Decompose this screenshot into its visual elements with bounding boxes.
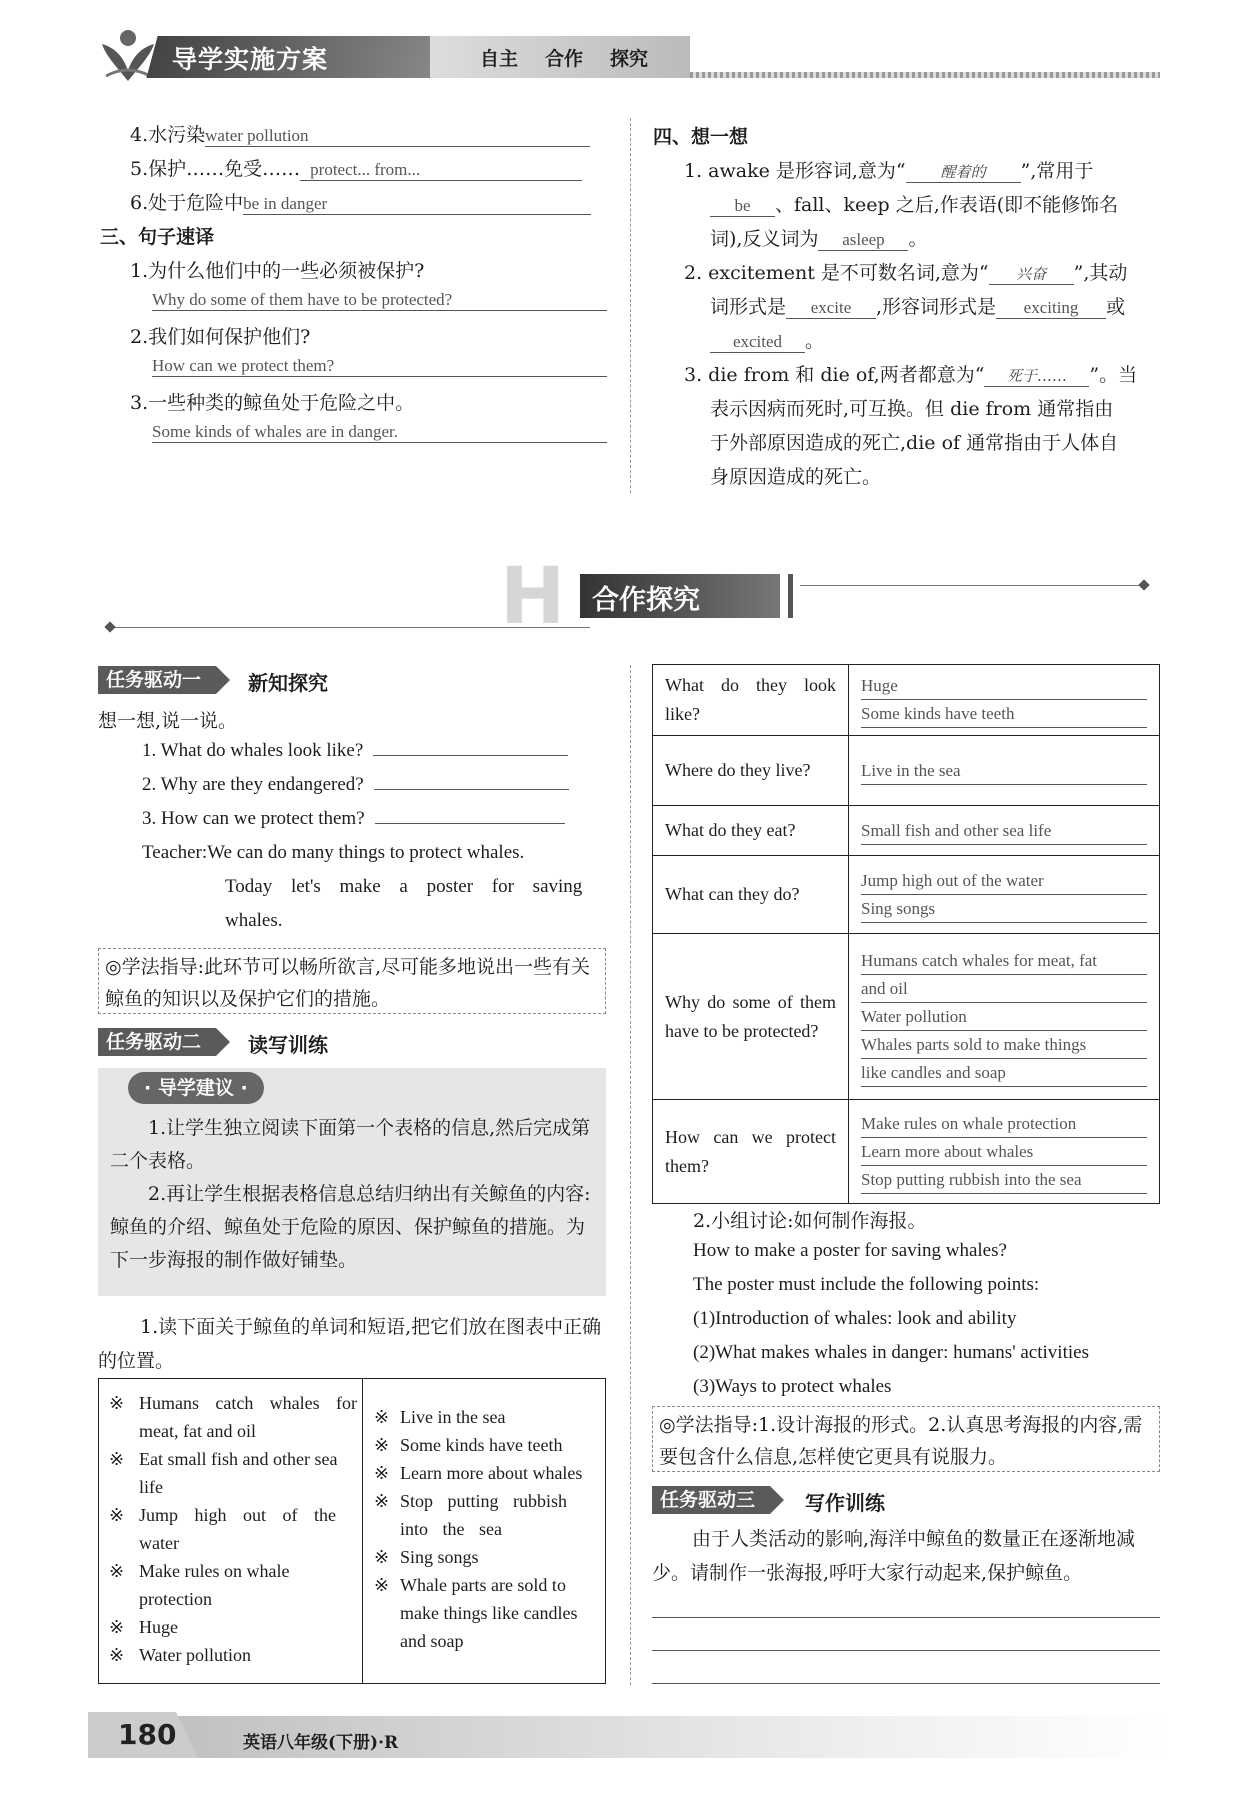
table-answer-cell: [849, 665, 1160, 736]
advice-1: 1.让学生独立阅读下面第一个表格的信息,然后完成第二个表格。: [110, 1117, 591, 1172]
table-answer-cell: [849, 806, 1160, 856]
banner-title: 合作探究: [592, 585, 700, 616]
think-line: 身原因造成的死亡。: [710, 466, 882, 488]
table-answer: Live in the sea: [861, 757, 1147, 785]
task2-tag: 任务驱动二: [98, 1028, 216, 1056]
text: 1. awake 是形容词,意为“: [684, 160, 906, 182]
table-question: Where do they live?: [653, 736, 849, 806]
table-answer-cell: [849, 856, 1160, 934]
bullet: ※: [109, 1393, 125, 1413]
page-footer: [88, 1712, 1168, 1762]
task2-instruction: 1.读下面关于鲸鱼的单词和短语,把它们放在图表中正确的位置。: [98, 1316, 602, 1372]
discussion-line-1: How to make a poster for saving whales?: [693, 1240, 1007, 1261]
word-item: [109, 1501, 357, 1557]
section3-title: 三、句子速译: [100, 226, 215, 248]
phrase-answer: water pollution: [205, 126, 590, 147]
sentence-3-cn: 3.一些种类的鲸鱼处于危险之中。: [130, 392, 415, 414]
text: 。: [805, 330, 825, 352]
sentence-2-en: How can we protect them?: [152, 356, 607, 377]
blank: [374, 789, 569, 790]
phrase-answer: protect... from...: [300, 160, 582, 181]
word-text: Sing songs: [400, 1547, 479, 1567]
text: 词形式是: [710, 296, 787, 318]
text: 或: [1106, 296, 1126, 318]
text: 词),反义词为: [710, 228, 819, 250]
phrase-cn: 水污染: [148, 124, 206, 146]
table-answer: Some kinds have teeth: [861, 700, 1147, 728]
table-row: [653, 856, 1160, 934]
banner-dot-left-icon: [104, 621, 115, 632]
bullet: ※: [374, 1575, 390, 1595]
header-mode-1: 自主: [480, 48, 519, 70]
header-rule: [690, 72, 1160, 78]
word-item: [374, 1543, 598, 1571]
word-text: Live in the sea: [400, 1407, 506, 1427]
think-line: 于外部原因造成的死亡,die of 通常指由于人体自: [710, 432, 1119, 454]
teacher-line-3: whales.: [225, 910, 283, 931]
phrase-row-5: [130, 154, 582, 181]
header-mode-3: 探究: [610, 48, 649, 70]
phrase-row-4: [130, 120, 590, 147]
task1-guide: ◎学法指导:此环节可以畅所欲言,尽可能多地说出一些有关鲸鱼的知识以及保护它们的措施。: [105, 956, 591, 1010]
discussion-line-4: (2)What makes whales in danger: humans' activities: [693, 1342, 1089, 1363]
text: ”,常用于: [1020, 160, 1094, 182]
answer: asleep: [818, 230, 908, 251]
phrase-row-6: [130, 188, 591, 215]
word-text: Make rules on whale protection: [139, 1561, 290, 1609]
discussion-line-3: (1)Introduction of whales: look and ability: [693, 1308, 1017, 1329]
table-answer: Stop putting rubbish into the sea: [861, 1166, 1147, 1194]
answer: exciting: [996, 298, 1106, 319]
word-item: [374, 1459, 598, 1487]
bullet: ※: [374, 1407, 390, 1427]
answer: excite: [786, 298, 876, 319]
section4-title: 四、想一想: [653, 126, 749, 148]
answer: 兴奋: [989, 263, 1074, 285]
word-text: Huge: [139, 1617, 178, 1637]
word-item: [374, 1403, 598, 1431]
header-title: 导学实施方案: [172, 45, 329, 74]
table-question: What do they look like?: [653, 665, 849, 736]
discussion-line-2: The poster must include the following points:: [693, 1274, 1040, 1295]
phrase-num: 6.: [130, 192, 149, 214]
text: ,形容词形式是: [876, 296, 997, 318]
phrase-cn: 处于危险中: [148, 192, 244, 214]
table-answer: like candles and soap: [861, 1059, 1147, 1087]
task3-tag: 任务驱动三: [652, 1486, 770, 1514]
word-text: Some kinds have teeth: [400, 1435, 563, 1455]
bullet: ※: [109, 1505, 125, 1525]
think-line: [710, 292, 1125, 319]
advice-2: 2.再让学生根据表格信息总结归纳出有关鲸鱼的内容:鲸鱼的介绍、鲸鱼处于危险的原因、保护鲸鱼的措施。为下一步海报的制作做好铺垫。: [110, 1183, 591, 1271]
task1-question-1: [142, 740, 568, 762]
writing-line-2: [652, 1650, 1160, 1651]
page-header: [90, 22, 1170, 92]
think-line: [710, 190, 1118, 217]
table-answer: Water pollution: [861, 1003, 1147, 1031]
answer: be: [710, 196, 775, 217]
task2-title: 读写训练: [248, 1033, 328, 1057]
bullet: ※: [374, 1463, 390, 1483]
banner-rule-right: [800, 585, 1140, 586]
sentence-1-en: Why do some of them have to be protected?: [152, 290, 607, 311]
banner-letter: H: [500, 552, 566, 642]
phrase-answer: be in danger: [243, 194, 591, 215]
think-line: [684, 360, 1137, 387]
table-answer: Make rules on whale protection: [861, 1110, 1147, 1138]
think-line: [710, 326, 824, 353]
header-mode-2: 合作: [545, 48, 584, 70]
table-answer-cell: [849, 736, 1160, 806]
discussion-title: 2.小组讨论:如何制作海报。: [693, 1210, 927, 1232]
answer: excited: [710, 332, 805, 353]
word-text: Stop putting rubbish into the sea: [400, 1491, 568, 1539]
bullet: ※: [374, 1547, 390, 1567]
task1-question-3: [142, 808, 565, 830]
bullet: ※: [109, 1617, 125, 1637]
word-text: Humans catch whales for meat, fat and oil: [139, 1393, 357, 1441]
phrase-num: 5.: [130, 158, 149, 180]
banner-dot-right-icon: [1138, 579, 1149, 590]
word-text: Water pollution: [139, 1645, 252, 1665]
table-row: [653, 934, 1160, 1100]
question-text: 2. Why are they endangered?: [142, 774, 364, 795]
text: 、fall、keep 之后,作表语(即不能修饰名: [775, 194, 1119, 216]
answer: 醒着的: [906, 161, 1021, 183]
sentence-2-cn: 2.我们如何保护他们?: [130, 326, 311, 348]
table-answer: Jump high out of the water: [861, 867, 1147, 895]
text: ”,其动: [1073, 262, 1128, 284]
phrase-cn: 保护……免受……: [148, 158, 301, 180]
text: 3. die from 和 die of,两者都意为“: [684, 364, 985, 386]
question-text: 3. How can we protect them?: [142, 808, 365, 829]
word-item: [374, 1487, 598, 1543]
word-text: Learn more about whales: [400, 1463, 583, 1483]
task1-title: 新知探究: [248, 671, 328, 695]
word-item: [109, 1613, 357, 1641]
table-row: [653, 806, 1160, 856]
word-item: [109, 1557, 357, 1613]
bullet: ※: [109, 1449, 125, 1469]
word-item: [109, 1641, 357, 1669]
table-answer: Humans catch whales for meat, fat: [861, 947, 1147, 975]
teacher-line-1: Teacher:We can do many things to protect whales.: [142, 842, 525, 863]
table-answer: Sing songs: [861, 895, 1147, 923]
answer: 死于……: [984, 365, 1089, 387]
table-answer-cell: [849, 1100, 1160, 1204]
task1-guide-box: [98, 948, 606, 1014]
writing-line-1: [652, 1617, 1160, 1618]
word-text: Eat small fish and other sea life: [139, 1449, 338, 1497]
think-line: [684, 156, 1093, 183]
writing-line-3: [652, 1683, 1160, 1684]
blank: [373, 755, 568, 756]
section-banner: [110, 552, 1150, 642]
banner-title-bar: [788, 574, 793, 618]
word-box: [98, 1378, 606, 1684]
word-col-left: [109, 1389, 357, 1669]
bullet: ※: [374, 1435, 390, 1455]
word-item: [109, 1445, 357, 1501]
table-question: How can we protect them?: [653, 1100, 849, 1204]
footer-book: 英语八年级(下册)·R: [243, 1733, 399, 1753]
bullet: ※: [374, 1491, 390, 1511]
table-question: What do they eat?: [653, 806, 849, 856]
text: 2. excitement 是不可数名词,意为“: [684, 262, 989, 284]
table-answer: and oil: [861, 975, 1147, 1003]
think-line: [710, 224, 927, 251]
question-text: 1. What do whales look like?: [142, 740, 364, 761]
table-row: [653, 1100, 1160, 1204]
table-answer-cell: [849, 934, 1160, 1100]
word-text: Whale parts are sold to make things like candles and soap: [400, 1575, 578, 1651]
word-box-divider: [362, 1379, 363, 1683]
discussion-guide: ◎学法指导:1.设计海报的形式。2.认真思考海报的内容,需要包含什么信息,怎样使它更具有说服力。: [659, 1414, 1143, 1468]
phrase-num: 4.: [130, 124, 149, 146]
advice-label: · 导学建议 ·: [128, 1072, 264, 1104]
discussion-line-5: (3)Ways to protect whales: [693, 1376, 892, 1397]
whale-info-table: [652, 664, 1160, 1204]
word-col-right: [374, 1403, 598, 1655]
column-divider-top: [630, 118, 631, 493]
discussion-guide-box: [652, 1406, 1160, 1472]
bullet: ※: [109, 1645, 125, 1665]
task3-text: 由于人类活动的影响,海洋中鲸鱼的数量正在逐渐地减少。请制作一张海报,呼吁大家行动起来,保护鲸鱼。: [652, 1528, 1136, 1584]
column-divider-main: [630, 665, 631, 1685]
task1-intro: 想一想,说一说。: [98, 710, 238, 732]
word-text: Jump high out of the water: [139, 1505, 336, 1553]
table-answer: Whales parts sold to make things: [861, 1031, 1147, 1059]
teacher-line-2: Today let's make a poster for saving: [225, 876, 583, 897]
task1-question-2: [142, 774, 569, 796]
think-line: [684, 258, 1127, 285]
table-row: [653, 736, 1160, 806]
sentence-1-cn: 1.为什么他们中的一些必须被保护?: [130, 260, 425, 282]
text: ”。当: [1089, 364, 1138, 386]
word-item: [374, 1571, 598, 1655]
word-item: [374, 1431, 598, 1459]
advice-box: [98, 1068, 606, 1296]
table-row: [653, 665, 1160, 736]
word-item: [109, 1389, 357, 1445]
table-answer: Huge: [861, 672, 1147, 700]
task1-tag: 任务驱动一: [98, 666, 216, 694]
text: 。: [908, 228, 928, 250]
table-answer: Learn more about whales: [861, 1138, 1147, 1166]
task3-title: 写作训练: [805, 1491, 885, 1515]
bullet: ※: [109, 1561, 125, 1581]
blank: [375, 823, 565, 824]
think-line: 表示因病而死时,可互换。但 die from 通常指由: [710, 398, 1114, 420]
page-number: 180: [118, 1718, 177, 1751]
table-question: Why do some of them have to be protected?: [653, 934, 849, 1100]
table-question: What can they do?: [653, 856, 849, 934]
table-answer: Small fish and other sea life: [861, 817, 1147, 845]
sentence-3-en: Some kinds of whales are in danger.: [152, 422, 607, 443]
